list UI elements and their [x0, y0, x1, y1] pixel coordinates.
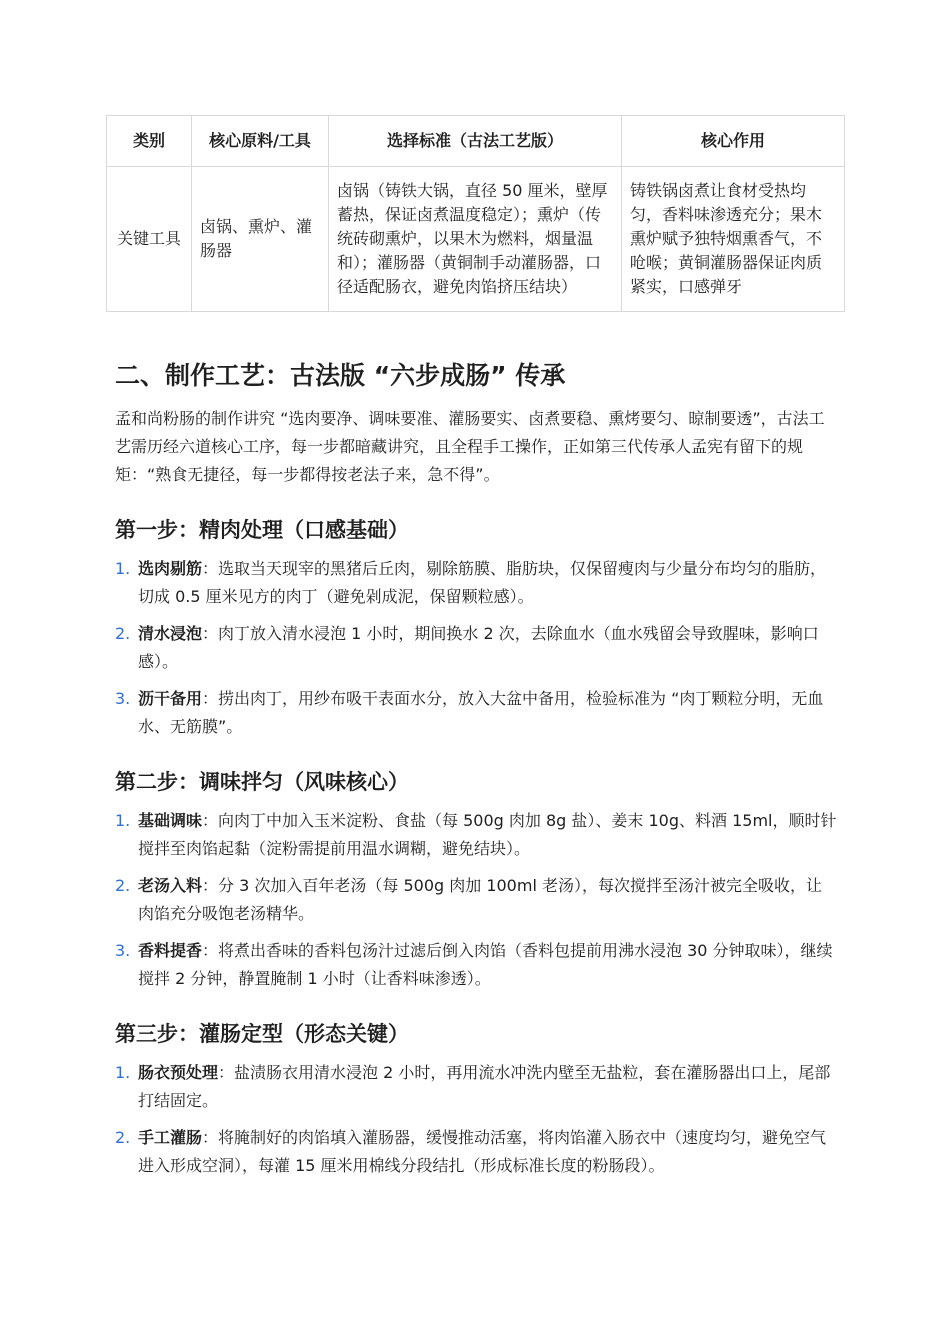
table-cell-category: 关键工具: [107, 167, 192, 312]
step-2-title: 第二步：调味拌匀（风味核心）: [115, 770, 409, 794]
item-label: 选肉剔筋: [138, 559, 203, 578]
step-1-list: [115, 555, 837, 741]
item-label: 老汤入料: [138, 876, 203, 895]
list-item: [115, 872, 837, 928]
item-label: 肠衣预处理: [138, 1063, 219, 1082]
step-3-list: [115, 1059, 837, 1180]
list-number: 1.: [115, 559, 131, 578]
list-number: 2.: [115, 1128, 131, 1147]
item-text: ：分 3 次加入百年老汤（每 500g 肉加 100ml 老汤），每次搅拌至汤汁被完全吸收，让肉馅充分吸饱老汤精华。: [138, 876, 822, 923]
list-item: [115, 620, 837, 676]
materials-table-container: [106, 115, 844, 312]
table-header-function: 核心作用: [622, 116, 845, 167]
item-text: ：盐渍肠衣用清水浸泡 2 小时，再用流水冲洗内壁至无盐粒，套在灌肠器出口上，尾部打结固定。: [138, 1063, 831, 1110]
list-item: [115, 937, 837, 993]
list-number: 1.: [115, 1063, 131, 1082]
item-label: 基础调味: [138, 811, 203, 830]
table-row: [107, 167, 845, 312]
list-number: 2.: [115, 876, 131, 895]
item-text: ：将煮出香味的香料包汤汁过滤后倒入肉馅（香料包提前用沸水浸泡 30 分钟取味），继续搅拌 2 分钟，静置腌制 1 小时（让香料味渗透）。: [138, 941, 833, 988]
list-number: 2.: [115, 624, 131, 643]
item-text: ：捞出肉丁，用纱布吸干表面水分，放入大盆中备用，检验标准为 “肉丁颗粒分明，无血水、无筋膜”。: [138, 689, 824, 736]
item-label: 沥干备用: [138, 689, 203, 708]
list-item: [115, 555, 837, 611]
list-number: 3.: [115, 689, 131, 708]
section-title: 二、制作工艺：古法版 “六步成肠” 传承: [115, 361, 566, 390]
table-header-category: 类别: [107, 116, 192, 167]
item-label: 香料提香: [138, 941, 203, 960]
list-number: 1.: [115, 811, 131, 830]
table-cell-material: 卤锅、熏炉、灌肠器: [192, 167, 329, 312]
step-3-title: 第三步：灌肠定型（形态关键）: [115, 1022, 409, 1046]
list-item: [115, 807, 837, 863]
list-item: [115, 1059, 837, 1115]
item-label: 清水浸泡: [138, 624, 203, 643]
table-header-standard: 选择标准（古法工艺版）: [329, 116, 622, 167]
table-cell-standard: 卤锅（铸铁大锅，直径 50 厘米，壁厚蓄热，保证卤煮温度稳定）；熏炉（传统砖砌熏炉，以果木为燃料，烟量温和）；灌肠器（黄铜制手动灌肠器，口径适配肠衣，避免肉馅挤压结块）: [329, 167, 622, 312]
step-2-list: [115, 807, 837, 993]
list-number: 3.: [115, 941, 131, 960]
item-text: ：向肉丁中加入玉米淀粉、食盐（每 500g 肉加 8g 盐）、姜末 10g、料酒 15ml，顺时针搅拌至肉馅起黏（淀粉需提前用温水调糊，避免结块）。: [138, 811, 837, 858]
section-intro: 孟和尚粉肠的制作讲究 “选肉要净、调味要准、灌肠要实、卤煮要稳、熏烤要匀、晾制要透”，古法工艺需历经六道核心工序，每一步都暗藏讲究，且全程手工操作，正如第三代传承人孟宪有留下的规矩：“熟食无捷径，每一步都得按老法子来，急不得”。: [115, 409, 825, 484]
item-text: ：肉丁放入清水浸泡 1 小时，期间换水 2 次，去除血水（血水残留会导致腥味，影响口感）。: [138, 624, 819, 671]
item-label: 手工灌肠: [138, 1128, 203, 1147]
main-content: [115, 356, 837, 1189]
table-cell-function: 铸铁锅卤煮让食材受热均匀，香料味渗透充分；果木熏炉赋予独特烟熏香气，不呛喉；黄铜灌肠器保证肉质紧实，口感弹牙: [622, 167, 845, 312]
item-text: ：将腌制好的肉馅填入灌肠器，缓慢推动活塞，将肉馅灌入肠衣中（速度均匀，避免空气进入形成空洞），每灌 15 厘米用棉线分段结扎（形成标准长度的粉肠段）。: [138, 1128, 827, 1175]
list-item: [115, 685, 837, 741]
table-header-material: 核心原料/工具: [192, 116, 329, 167]
list-item: [115, 1124, 837, 1180]
step-1-title: 第一步：精肉处理（口感基础）: [115, 518, 409, 542]
materials-table: [106, 115, 845, 312]
item-text: ：选取当天现宰的黑猪后丘肉，剔除筋膜、脂肪块，仅保留瘦肉与少量分布均匀的脂肪，切成 0.5 厘米见方的肉丁（避免剁成泥，保留颗粒感）。: [138, 559, 827, 606]
table-header-row: [107, 116, 845, 167]
